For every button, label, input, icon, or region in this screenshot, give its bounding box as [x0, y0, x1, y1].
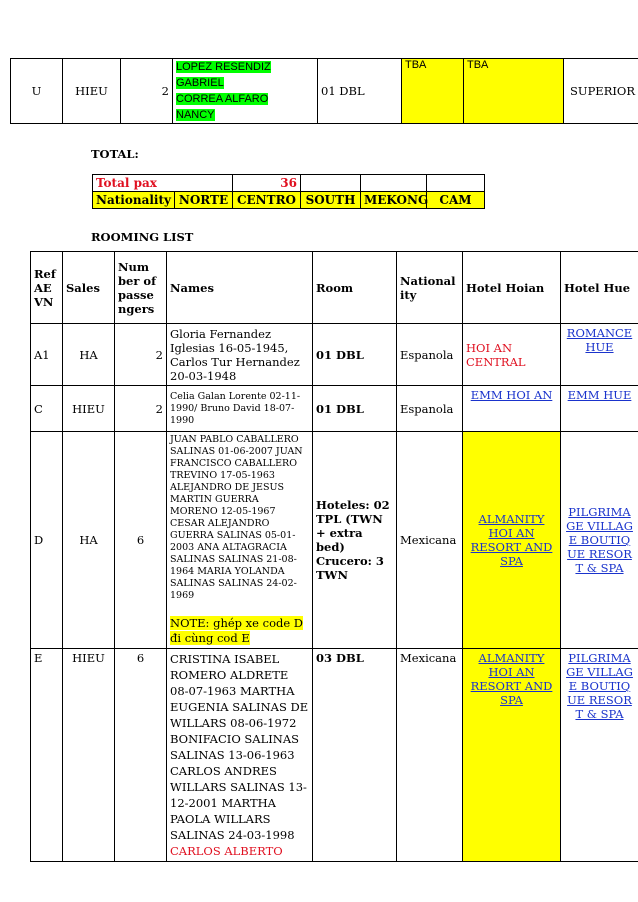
- table-row: [93, 192, 485, 209]
- hotel-hoian-cell: [463, 432, 561, 649]
- region-cell: NORTE: [175, 192, 233, 209]
- room-cell: 01 DBL: [318, 59, 402, 124]
- room-cell: 01 DBL: [313, 324, 397, 386]
- nationality-cell: Espanola: [397, 386, 463, 432]
- header-names: Names: [167, 252, 313, 324]
- table-row: [11, 59, 638, 124]
- total-pax-value: 36: [233, 175, 301, 192]
- room-cell: 01 DBL: [313, 386, 397, 432]
- sales-cell: HIEU: [63, 386, 115, 432]
- region-cell: CAM: [427, 192, 485, 209]
- region-cell: MEKONG: [361, 192, 427, 209]
- table-row: [93, 175, 485, 192]
- total-pax-label: Total pax: [93, 175, 175, 192]
- ref-cell: A1: [31, 324, 63, 386]
- hotel-hue-link[interactable]: EMM HUE: [567, 388, 632, 402]
- hotel-hue-cell: [561, 432, 638, 649]
- header-hotel-hue: Hotel Hue: [561, 252, 638, 324]
- name-line: LOPEZ RESENDIZ: [176, 61, 271, 73]
- hotel-hue-cell: [561, 386, 638, 432]
- top-booking-table: [10, 58, 638, 124]
- num-cell: 6: [115, 649, 167, 862]
- nationality-label: Nationality: [93, 192, 175, 209]
- sales-cell: HA: [63, 432, 115, 649]
- header-hotel-hoian: Hotel Hoian: [463, 252, 561, 324]
- total-heading: TOTAL:: [91, 147, 139, 161]
- hotel-hue-cell: [561, 324, 638, 386]
- hotel-hue-cell: [561, 649, 638, 862]
- room-type-cell: SUPERIOR: [564, 59, 638, 124]
- hotel-hoian-link[interactable]: ALMANITY HOI AN RESORT AND SPA: [470, 512, 553, 568]
- rooming-list-heading: ROOMING LIST: [91, 230, 194, 244]
- table-row: [31, 649, 638, 862]
- names-cell: [173, 59, 318, 124]
- passenger-list: JUAN PABLO CABALLERO SALINAS 01-06-2007 JUAN FRANCISCO CABALLERO TREVINO 17-05-1963 ALEJANDRO DE JESUS MARTIN GUERRA MORENO 12-05-1967 CESAR ALEJANDRO GUERRA SALINAS 05-01-2003 ANA ALTAGRACIA SALINAS SALINAS 21-08-1964 MARIA YOLANDA SALINAS SALINAS 24-02-1969: [170, 434, 303, 601]
- hotel-hue-link[interactable]: PILGRIMAGE VILLAGE BOUTIQUE RESORT & SPA: [566, 651, 633, 721]
- hotel-hoian-cell: [463, 649, 561, 862]
- rooming-list-table: [30, 251, 638, 862]
- nationality-cell: Espanola: [397, 324, 463, 386]
- name-line: GABRIEL: [176, 77, 224, 89]
- hotel-hoian-cell: HOI AN CENTRAL: [463, 324, 561, 386]
- passenger-name-red: CARLOS ALBERTO: [170, 844, 283, 858]
- header-nationality: National ity: [397, 252, 463, 324]
- region-cell: CENTRO: [233, 192, 301, 209]
- names-cell: Celia Galan Lorente 02-11-1990/ Bruno David 18-07-1990: [167, 386, 313, 432]
- nationality-cell: Mexicana: [397, 649, 463, 862]
- room-cell: Hoteles: 02 TPL (TWN + extra bed) Crucero: 3 TWN: [313, 432, 397, 649]
- header-sales: Sales: [63, 252, 115, 324]
- header-num-passengers: Num ber of passe ngers: [115, 252, 167, 324]
- num-cell: 2: [115, 386, 167, 432]
- hotel-hue-cell: TBA: [464, 59, 564, 124]
- name-line: NANCY: [176, 109, 215, 121]
- ref-cell: E: [31, 649, 63, 862]
- totals-table: [92, 174, 485, 209]
- note-text: NOTE: ghép xe code D đi cùng cod E: [170, 616, 304, 645]
- nationality-cell: Mexicana: [397, 432, 463, 649]
- num-cell: 6: [115, 432, 167, 649]
- sales-cell: HIEU: [63, 649, 115, 862]
- table-row: [31, 324, 638, 386]
- num-cell: 2: [121, 59, 173, 124]
- passenger-list: CRISTINA ISABEL ROMERO ALDRETE 08-07-1963 MARTHA EUGENIA SALINAS DE WILLARS 08-06-1972 BONIFACIO SALINAS SALINAS 13-06-1963 CARLOS ANDRES WILLARS SALINAS 13-12-2001 MARTHA PAOLA WILLARS SALINAS 24-03-1998: [170, 652, 309, 842]
- table-row: [31, 432, 638, 649]
- sales-cell: HIEU: [63, 59, 121, 124]
- sales-cell: HA: [63, 324, 115, 386]
- name-line: CORREA ALFARO: [176, 93, 269, 105]
- hotel-hoian-link[interactable]: EMM HOI AN: [470, 388, 553, 402]
- names-cell: [167, 649, 313, 862]
- hotel-hoian-cell: [463, 386, 561, 432]
- room-cell: 03 DBL: [313, 649, 397, 862]
- names-cell: Gloria Fernandez Iglesias 16-05-1945, Carlos Tur Hernandez 20-03-1948: [167, 324, 313, 386]
- num-cell: 2: [115, 324, 167, 386]
- region-cell: SOUTH: [301, 192, 361, 209]
- names-cell: [167, 432, 313, 649]
- hotel-hue-link[interactable]: ROMANCE HUE: [566, 326, 633, 354]
- hotel-hoian-link[interactable]: ALMANITY HOI AN RESORT AND SPA: [470, 651, 553, 707]
- ref-cell: U: [11, 59, 63, 124]
- header-ref: Ref AE VN: [31, 252, 63, 324]
- ref-cell: D: [31, 432, 63, 649]
- ref-cell: C: [31, 386, 63, 432]
- header-row: [31, 252, 638, 324]
- hotel-hoian-cell: TBA: [402, 59, 464, 124]
- hotel-hue-link[interactable]: PILGRIMAGE VILLAGE BOUTIQUE RESORT & SPA: [566, 505, 633, 575]
- table-row: [31, 386, 638, 432]
- header-room: Room: [313, 252, 397, 324]
